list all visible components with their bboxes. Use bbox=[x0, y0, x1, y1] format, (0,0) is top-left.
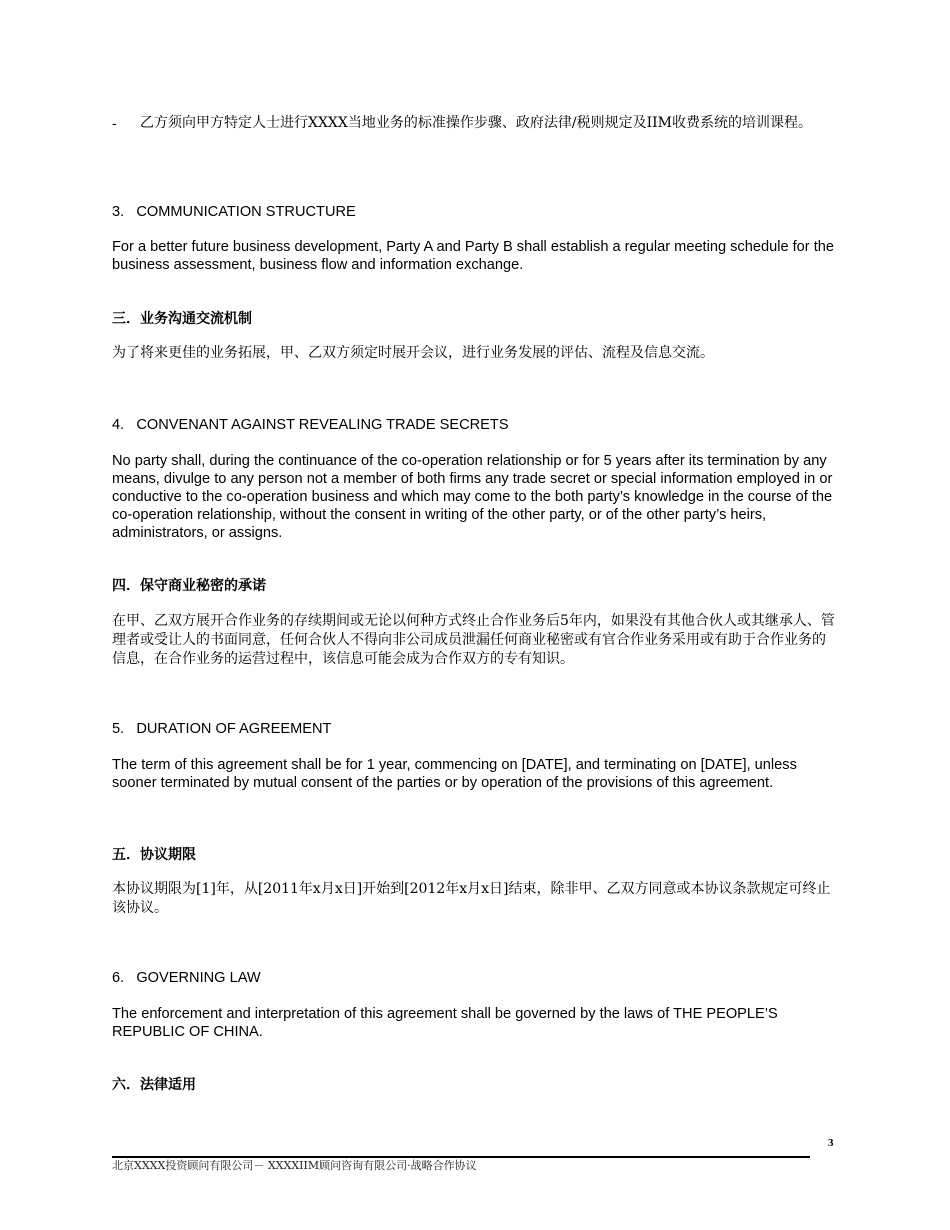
bullet-marker: - bbox=[112, 115, 117, 131]
section-6-body: The enforcement and interpretation of this agreement shall be governed by the laws of THE PEOPLE’S REPUBLIC OF CHINA. bbox=[112, 1006, 778, 1040]
section-3-heading: 3. COMMUNICATION STRUCTURE bbox=[112, 204, 356, 220]
section-5-body: The term of this agreement shall be for 1 year, commencing on [DATE], and terminating on [DATE], unless sooner terminated by mutual consent of the parties or by operation of the provisions of this agreement. bbox=[112, 757, 797, 791]
section-3-zh-heading: 三．业务沟通交流机制 bbox=[112, 311, 252, 327]
section-6-zh-heading: 六．法律适用 bbox=[112, 1077, 196, 1093]
section-5-zh-heading: 五．协议期限 bbox=[112, 847, 196, 863]
section-4-zh-heading: 四．保守商业秘密的承诺 bbox=[112, 578, 266, 594]
section-5-heading: 5. DURATION OF AGREEMENT bbox=[112, 721, 332, 737]
section-3-zh-body: 为了将来更佳的业务拓展，甲、乙双方须定时展开会议，进行业务发展的评估、流程及信息交流。 bbox=[112, 345, 714, 361]
page-number: 3 bbox=[828, 1137, 834, 1149]
section-4-heading: 4. CONVENANT AGAINST REVEALING TRADE SECRETS bbox=[112, 417, 509, 433]
section-4-zh-body: 在甲、乙双方展开合作业务的存续期间或无论以何种方式终止合作业务后5年内，如果没有其他合伙人或其继承人、管理者或受让人的书面同意，任何合伙人不得向非公司成员泄漏任何商业秘密或有官合作业务采用或有助于合作业务的信息，在合作业务的运营过程中，该信息可能会成为合作双方的专有知识。 bbox=[112, 613, 835, 667]
section-6-heading: 6. GOVERNING LAW bbox=[112, 970, 261, 986]
section-3-body: For a better future business development, Party A and Party B shall establish a regular meeting schedule for the business assessment, business flow and information exchange. bbox=[112, 239, 834, 273]
footer-divider bbox=[112, 1156, 810, 1158]
footer-text: 北京XXXX投资顾问有限公司－ XXXXIIM顾问咨询有限公司·战略合作协议 bbox=[112, 1159, 477, 1172]
section-5-zh-body: 本协议期限为[1]年，从[2011年x月x日]开始到[2012年x月x日]结束，除非甲、乙双方同意或本协议条款规定可终止该协议。 bbox=[112, 881, 831, 916]
section-4-body: No party shall, during the continuance of the co-operation relationship or for 5 years after its termination by any means, divulge to any person not a member of both firms any trade secret or special information employed in or conductive to the co-operation business and which may come to the both party’s knowledge in the course of the co-operation relationship, without the consent in writing of the other party, or of the other party’s heirs, administrators, or assigns. bbox=[112, 453, 833, 541]
bullet-text: 乙方须向甲方特定人士进行XXXX当地业务的标准操作步骤、政府法律/税则规定及IIM收费系统的培训课程。 bbox=[140, 115, 812, 131]
